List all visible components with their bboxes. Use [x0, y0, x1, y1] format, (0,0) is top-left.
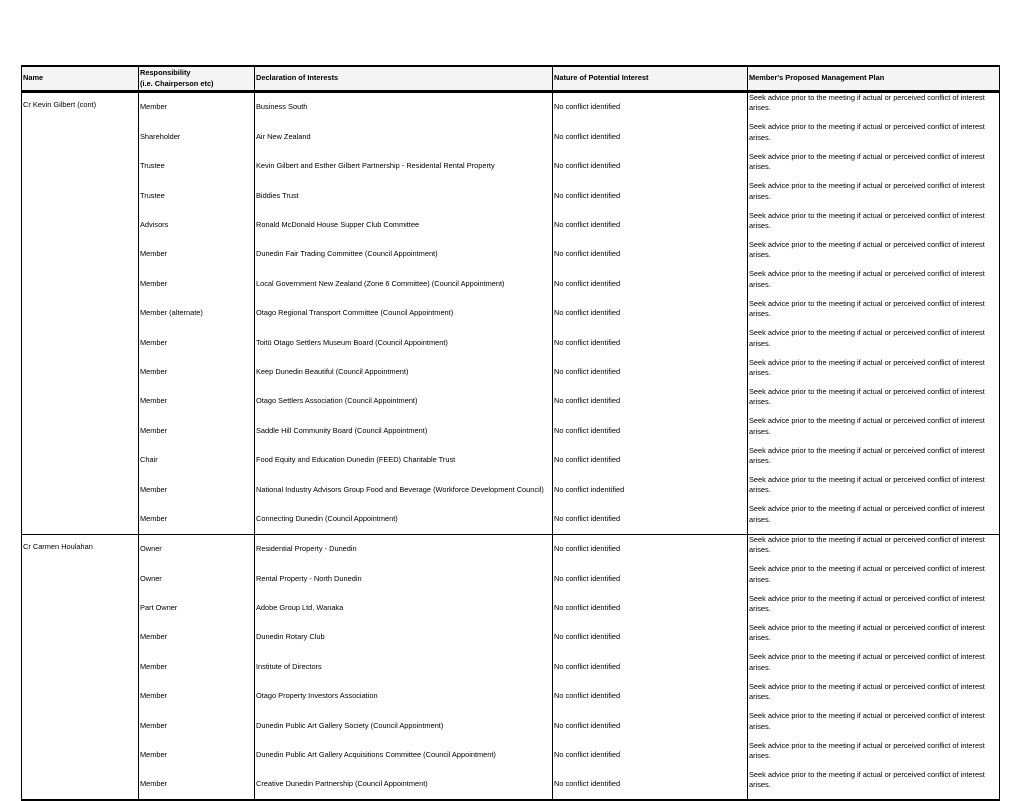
management-plan-cell: Seek advice prior to the meeting if actual or perceived conflict of interest arises. — [748, 416, 1000, 445]
member-name-cell — [22, 770, 139, 800]
management-plan-cell: Seek advice prior to the meeting if actual or perceived conflict of interest arises. — [748, 211, 1000, 240]
declaration-cell: Saddle Hill Community Board (Council Appointment) — [255, 416, 553, 445]
responsibility-cell: Member — [139, 770, 255, 800]
table-row — [22, 269, 1000, 298]
management-plan-cell: Seek advice prior to the meeting if actual or perceived conflict of interest arises. — [748, 534, 1000, 564]
management-plan-cell: Seek advice prior to the meeting if actual or perceived conflict of interest arises. — [748, 122, 1000, 151]
declaration-cell: Ronald McDonald House Supper Club Committee — [255, 211, 553, 240]
nature-cell: No conflict identified — [553, 122, 748, 151]
table-row — [22, 623, 1000, 652]
nature-cell: No conflict identified — [553, 652, 748, 681]
nature-cell: No conflict identified — [553, 328, 748, 357]
declaration-cell: Institute of Directors — [255, 652, 553, 681]
management-plan-cell: Seek advice prior to the meeting if actual or perceived conflict of interest arises. — [748, 770, 1000, 800]
nature-cell: No conflict identified — [553, 92, 748, 123]
header-responsibility-line2: (i.e. Chairperson etc) — [140, 78, 214, 88]
management-plan-cell: Seek advice prior to the meeting if actual or perceived conflict of interest arises. — [748, 181, 1000, 210]
table-row — [22, 387, 1000, 416]
responsibility-cell: Member — [139, 328, 255, 357]
member-name-cell — [22, 240, 139, 269]
member-name-cell — [22, 594, 139, 623]
member-name-cell — [22, 416, 139, 445]
table-row — [22, 770, 1000, 800]
management-plan-cell: Seek advice prior to the meeting if actual or perceived conflict of interest arises. — [748, 269, 1000, 298]
member-name-cell — [22, 299, 139, 328]
responsibility-cell: Member — [139, 682, 255, 711]
responsibility-cell: Trustee — [139, 181, 255, 210]
nature-cell: No conflict identified — [553, 152, 748, 181]
responsibility-cell: Chair — [139, 446, 255, 475]
nature-cell: No conflict identified — [553, 623, 748, 652]
responsibility-cell: Member (alternate) — [139, 299, 255, 328]
nature-cell: No conflict identified — [553, 682, 748, 711]
declaration-cell: Residential Property - Dunedin — [255, 534, 553, 564]
nature-cell: No conflict identified — [553, 358, 748, 387]
member-name-cell — [22, 475, 139, 504]
nature-cell: No conflict identified — [553, 770, 748, 800]
nature-cell: No conflict identified — [553, 711, 748, 740]
table-row — [22, 652, 1000, 681]
member-name-cell: Cr Kevin Gilbert (cont) — [22, 92, 139, 123]
table-row — [22, 211, 1000, 240]
declaration-cell: Creative Dunedin Partnership (Council Appointment) — [255, 770, 553, 800]
declaration-cell: Dunedin Fair Trading Committee (Council Appointment) — [255, 240, 553, 269]
management-plan-cell: Seek advice prior to the meeting if actual or perceived conflict of interest arises. — [748, 682, 1000, 711]
management-plan-cell: Seek advice prior to the meeting if actual or perceived conflict of interest arises. — [748, 387, 1000, 416]
header-row — [22, 66, 1000, 92]
table-row — [22, 122, 1000, 151]
responsibility-cell: Member — [139, 741, 255, 770]
member-name-cell — [22, 652, 139, 681]
declaration-cell: Otago Settlers Association (Council Appointment) — [255, 387, 553, 416]
nature-cell: No conflict identified — [553, 240, 748, 269]
declaration-cell: Air New Zealand — [255, 122, 553, 151]
management-plan-cell: Seek advice prior to the meeting if actual or perceived conflict of interest arises. — [748, 328, 1000, 357]
responsibility-cell: Member — [139, 358, 255, 387]
responsibility-cell: Shareholder — [139, 122, 255, 151]
declaration-cell: Adobe Group Ltd, Wanaka — [255, 594, 553, 623]
table-row — [22, 358, 1000, 387]
nature-cell: No conflict identified — [553, 387, 748, 416]
nature-cell: No conflict identified — [553, 564, 748, 593]
table-row — [22, 328, 1000, 357]
interests-register-table — [21, 65, 1000, 801]
table-row — [22, 446, 1000, 475]
nature-cell: No conflict identified — [553, 504, 748, 534]
declaration-cell: National Industry Advisors Group Food and Beverage (Workforce Development Council) — [255, 475, 553, 504]
member-name-cell — [22, 122, 139, 151]
declaration-cell: Rental Property - North Dunedin — [255, 564, 553, 593]
responsibility-cell: Member — [139, 240, 255, 269]
responsibility-cell: Part Owner — [139, 594, 255, 623]
nature-cell: No conflict identified — [553, 416, 748, 445]
nature-cell: No conflict identified — [553, 211, 748, 240]
table-row — [22, 416, 1000, 445]
member-name-cell — [22, 741, 139, 770]
member-name-cell — [22, 623, 139, 652]
responsibility-cell: Member — [139, 416, 255, 445]
table-row — [22, 475, 1000, 504]
member-name-cell — [22, 152, 139, 181]
interests-register-sheet — [21, 65, 999, 801]
declaration-cell: Biddies Trust — [255, 181, 553, 210]
member-name-cell: Cr Carmen Houlahan — [22, 534, 139, 564]
declaration-cell: Food Equity and Education Dunedin (FEED) Charitable Trust — [255, 446, 553, 475]
management-plan-cell: Seek advice prior to the meeting if actual or perceived conflict of interest arises. — [748, 358, 1000, 387]
member-name-cell — [22, 446, 139, 475]
nature-cell: No conflict identified — [553, 534, 748, 564]
management-plan-cell: Seek advice prior to the meeting if actual or perceived conflict of interest arises. — [748, 475, 1000, 504]
nature-cell: No conflict identified — [553, 594, 748, 623]
header-responsibility-line1: Responsibility — [140, 68, 191, 77]
table-row — [22, 504, 1000, 534]
declaration-cell: Toitū Otago Settlers Museum Board (Council Appointment) — [255, 328, 553, 357]
table-row — [22, 152, 1000, 181]
member-name-cell — [22, 387, 139, 416]
declaration-cell: Dunedin Public Art Gallery Acquisitions Committee (Council Appointment) — [255, 741, 553, 770]
nature-cell: No conflict identified — [553, 446, 748, 475]
responsibility-cell: Owner — [139, 564, 255, 593]
member-name-cell — [22, 682, 139, 711]
management-plan-cell: Seek advice prior to the meeting if actual or perceived conflict of interest arises. — [748, 504, 1000, 534]
responsibility-cell: Member — [139, 269, 255, 298]
member-name-cell — [22, 181, 139, 210]
header-name: Name — [22, 66, 139, 92]
management-plan-cell: Seek advice prior to the meeting if actual or perceived conflict of interest arises. — [748, 623, 1000, 652]
responsibility-cell: Advisors — [139, 211, 255, 240]
declaration-cell: Connecting Dunedin (Council Appointment) — [255, 504, 553, 534]
declaration-cell: Dunedin Rotary Club — [255, 623, 553, 652]
responsibility-cell: Member — [139, 387, 255, 416]
responsibility-cell: Member — [139, 504, 255, 534]
management-plan-cell: Seek advice prior to the meeting if actual or perceived conflict of interest arises. — [748, 240, 1000, 269]
management-plan-cell: Seek advice prior to the meeting if actual or perceived conflict of interest arises. — [748, 446, 1000, 475]
responsibility-cell: Owner — [139, 534, 255, 564]
member-name-cell — [22, 358, 139, 387]
management-plan-cell: Seek advice prior to the meeting if actual or perceived conflict of interest arises. — [748, 711, 1000, 740]
declaration-cell: Keep Dunedin Beautiful (Council Appointment) — [255, 358, 553, 387]
nature-cell: No conflict identified — [553, 299, 748, 328]
table-row — [22, 92, 1000, 123]
declaration-cell: Kevin Gilbert and Esther Gilbert Partnership - Residental Rental Property — [255, 152, 553, 181]
responsibility-cell: Trustee — [139, 152, 255, 181]
declaration-cell: Business South — [255, 92, 553, 123]
member-name-cell — [22, 328, 139, 357]
header-declaration: Declaration of Interests — [255, 66, 553, 92]
nature-cell: No conflict identified — [553, 269, 748, 298]
header-nature: Nature of Potential Interest — [553, 66, 748, 92]
member-name-cell — [22, 504, 139, 534]
declaration-cell: Otago Property Investors Association — [255, 682, 553, 711]
header-responsibility — [139, 66, 255, 92]
table-row — [22, 682, 1000, 711]
responsibility-cell: Member — [139, 623, 255, 652]
table-row — [22, 181, 1000, 210]
responsibility-cell: Member — [139, 711, 255, 740]
table-row — [22, 534, 1000, 564]
member-name-cell — [22, 564, 139, 593]
table-row — [22, 594, 1000, 623]
register-body — [22, 92, 1000, 801]
member-name-cell — [22, 711, 139, 740]
management-plan-cell: Seek advice prior to the meeting if actual or perceived conflict of interest arises. — [748, 564, 1000, 593]
management-plan-cell: Seek advice prior to the meeting if actual or perceived conflict of interest arises. — [748, 92, 1000, 123]
responsibility-cell: Member — [139, 475, 255, 504]
management-plan-cell: Seek advice prior to the meeting if actual or perceived conflict of interest arises. — [748, 594, 1000, 623]
nature-cell: No conflict indentified — [553, 475, 748, 504]
table-row — [22, 711, 1000, 740]
management-plan-cell: Seek advice prior to the meeting if actual or perceived conflict of interest arises. — [748, 741, 1000, 770]
member-name-cell — [22, 211, 139, 240]
management-plan-cell: Seek advice prior to the meeting if actual or perceived conflict of interest arises. — [748, 299, 1000, 328]
nature-cell: No conflict identified — [553, 181, 748, 210]
table-row — [22, 299, 1000, 328]
table-row — [22, 240, 1000, 269]
table-row — [22, 564, 1000, 593]
declaration-cell: Otago Regional Transport Committee (Council Appointment) — [255, 299, 553, 328]
header-plan: Member's Proposed Management Plan — [748, 66, 1000, 92]
management-plan-cell: Seek advice prior to the meeting if actual or perceived conflict of interest arises. — [748, 652, 1000, 681]
responsibility-cell: Member — [139, 92, 255, 123]
member-name-cell — [22, 269, 139, 298]
declaration-cell: Dunedin Public Art Gallery Society (Council Appointment) — [255, 711, 553, 740]
responsibility-cell: Member — [139, 652, 255, 681]
table-row — [22, 741, 1000, 770]
nature-cell: No conflict identified — [553, 741, 748, 770]
declaration-cell: Local Government New Zealand (Zone 6 Committee) (Council Appointment) — [255, 269, 553, 298]
management-plan-cell: Seek advice prior to the meeting if actual or perceived conflict of interest arises. — [748, 152, 1000, 181]
